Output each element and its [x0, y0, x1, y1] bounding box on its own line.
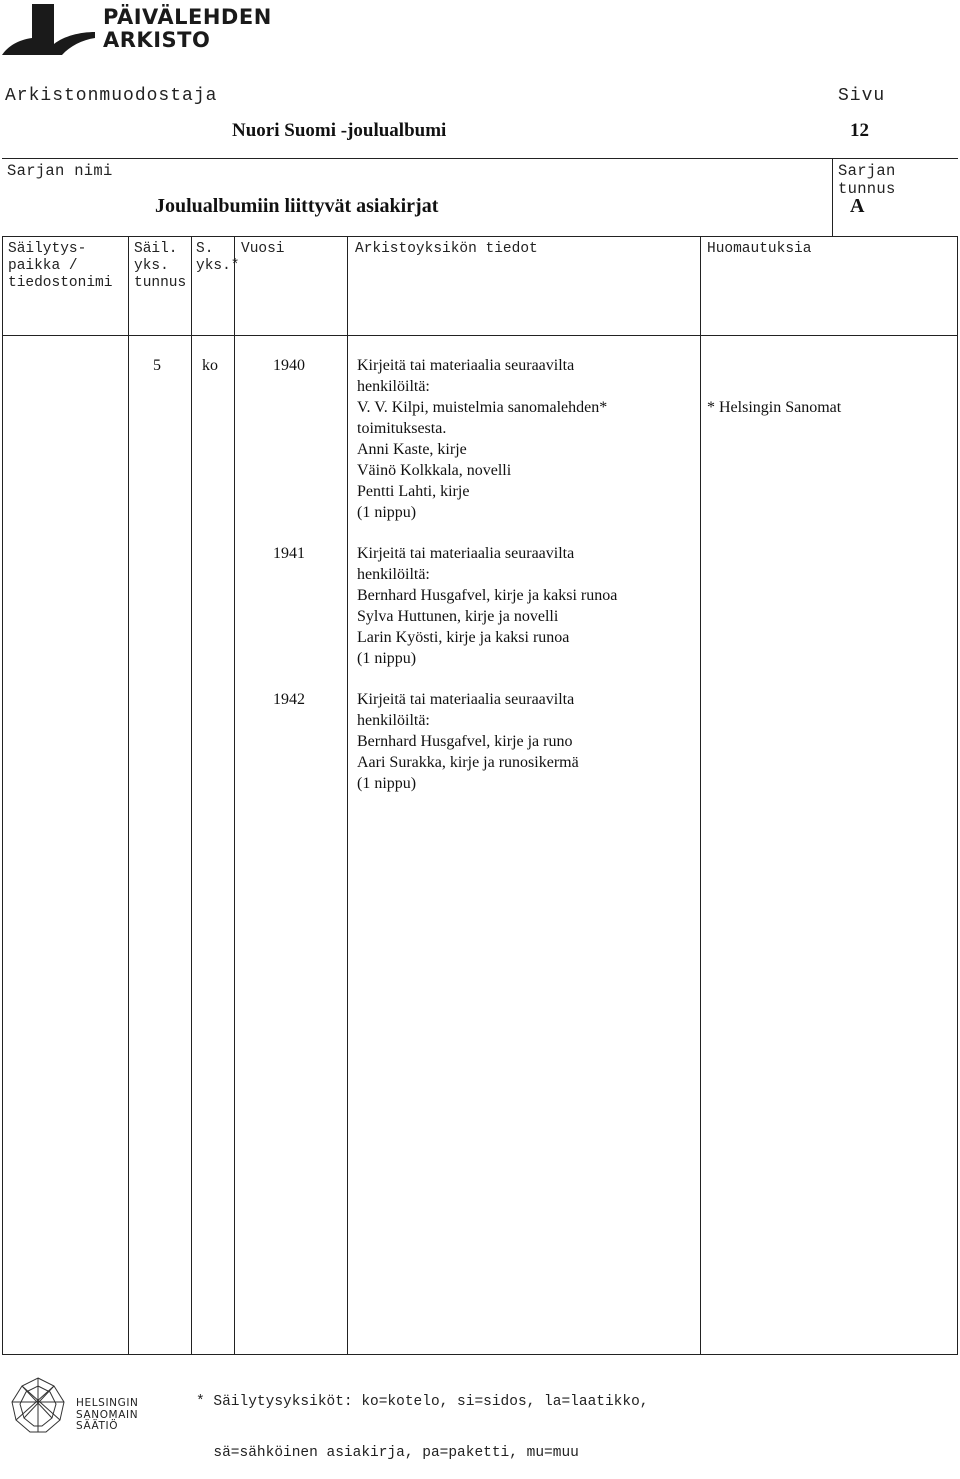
logo-line-2: ARKISTO [103, 28, 211, 52]
detail-line: Bernhard Husgafvel, kirje ja kaksi runoa [357, 587, 618, 604]
detail-line: henkilöiltä: [357, 566, 430, 583]
column-header-unit-type: S. yks.* [196, 241, 240, 274]
series-id: A [850, 195, 865, 217]
detail-line: Kirjeitä tai materiaalia seuraavilta [357, 545, 575, 562]
detail-line: henkilöiltä: [357, 378, 430, 395]
detail-line: Anni Kaste, kirje [357, 441, 467, 458]
series-name-label: Sarjan nimi [7, 162, 113, 180]
archive-title: Nuori Suomi -joulualbumi [232, 120, 447, 141]
detail-line: Pentti Lahti, kirje [357, 483, 470, 500]
detail-line: toimituksesta. [357, 420, 447, 437]
footnote-line-2: sä=sähköinen asiakirja, pa=paketti, mu=muu [196, 1445, 579, 1461]
helsingin-sanomain-saatio-emblem-icon [8, 1376, 68, 1436]
page-label: Sivu [838, 86, 886, 106]
detail-line: (1 nippu) [357, 504, 417, 521]
detail-line: Bernhard Husgafvel, kirje ja runo [357, 733, 573, 750]
detail-line: V. V. Kilpi, muistelmia sanomalehden* [357, 399, 608, 416]
detail-line: (1 nippu) [357, 650, 417, 667]
page-number: 12 [850, 120, 869, 141]
column-header-year: Vuosi [241, 241, 285, 257]
detail-line: Kirjeitä tai materiaalia seuraavilta [357, 357, 575, 374]
series-name: Joulualbumiin liittyvät asiakirjat [155, 195, 439, 217]
detail-line: Väinö Kolkkala, novelli [357, 462, 512, 479]
row-1-unit-id: 5 [153, 357, 161, 374]
row-3-details [357, 689, 579, 794]
detail-line: Sylva Huttunen, kirje ja novelli [357, 608, 559, 625]
column-header-unit-id: Säil. yks. tunnus [134, 241, 187, 291]
foundation-logo-text: HELSINGIN SANOMAIN SÄÄTIÖ [76, 1397, 139, 1432]
row-1-note: * Helsingin Sanomat [707, 399, 842, 416]
row-1-year: 1940 [273, 357, 305, 374]
row-1-unit-type: ko [202, 357, 218, 374]
column-header-details: Arkistoyksikön tiedot [355, 241, 538, 257]
column-header-notes: Huomautuksia [707, 241, 812, 257]
detail-line: henkilöiltä: [357, 712, 430, 729]
archive-logo-text [103, 6, 272, 52]
row-2-details [357, 543, 617, 669]
detail-line: (1 nippu) [357, 775, 417, 792]
row-3-year: 1942 [273, 691, 305, 708]
paivalehden-arkisto-logo-icon [2, 2, 97, 57]
row-2-year: 1941 [273, 545, 305, 562]
row-1-details [357, 355, 607, 523]
detail-line: Aari Surakka, kirje ja runosikermä [357, 754, 579, 771]
detail-line: Larin Kyösti, kirje ja kaksi runoa [357, 629, 570, 646]
logo-line-1: PÄIVÄLEHDEN [103, 5, 272, 29]
series-id-label: Sarjan tunnus [838, 162, 896, 198]
creator-label: Arkistonmuodostaja [5, 86, 218, 106]
detail-line: Kirjeitä tai materiaalia seuraavilta [357, 691, 575, 708]
footnote-line-1: * Säilytysyksiköt: ko=kotelo, si=sidos, la=laatikko, [196, 1394, 649, 1410]
column-header-location: Säilytys- paikka / tiedostonimi [8, 241, 113, 291]
footnote [196, 1360, 648, 1479]
